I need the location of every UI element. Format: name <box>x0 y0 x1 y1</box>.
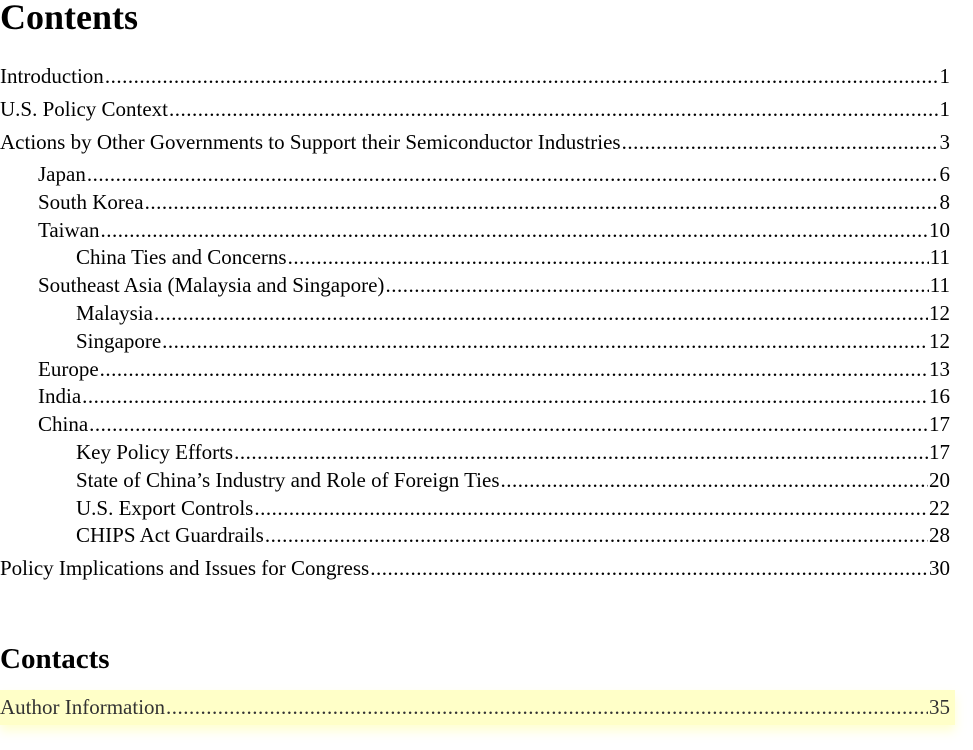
toc-entry[interactable] <box>0 244 950 272</box>
dot-leader <box>166 690 928 725</box>
toc-entry-title[interactable]: Japan <box>38 162 86 186</box>
toc-entry-page[interactable]: 1 <box>939 97 950 121</box>
toc-entry[interactable] <box>0 93 950 126</box>
toc-entry-title[interactable]: Author Information <box>0 695 166 719</box>
toc-entry-title[interactable]: Actions by Other Governments to Support their Semiconductor Industries <box>0 130 621 154</box>
toc-entry-page[interactable]: 12 <box>929 300 950 325</box>
dot-leader <box>169 93 938 126</box>
toc-entry-page[interactable]: 6 <box>939 162 950 186</box>
toc-entry-page[interactable]: 10 <box>929 217 950 242</box>
toc-entry-title[interactable]: U.S. Export Controls <box>76 495 254 520</box>
toc-entry[interactable] <box>0 411 950 439</box>
dot-leader <box>89 411 928 439</box>
contents-heading: Contents <box>0 0 139 37</box>
dot-leader <box>501 467 929 495</box>
toc-entry[interactable] <box>0 272 950 300</box>
toc-entry-title[interactable]: China <box>38 412 89 437</box>
toc-entry-title[interactable]: State of China’s Industry and Role of Foreign Ties <box>76 467 500 492</box>
toc-entry-page[interactable]: 8 <box>939 189 950 214</box>
toc-entry[interactable] <box>0 383 950 411</box>
toc-entry[interactable] <box>0 189 950 217</box>
toc-entry-page[interactable]: 11 <box>929 273 950 298</box>
dot-leader <box>254 495 928 523</box>
dot-leader <box>622 126 939 159</box>
dot-leader <box>162 328 928 356</box>
toc-entry-title[interactable]: Singapore <box>76 328 162 353</box>
dot-leader <box>87 161 939 189</box>
dot-leader <box>154 300 928 328</box>
toc-entry[interactable] <box>0 328 950 356</box>
toc-entry-page[interactable]: 13 <box>929 356 950 381</box>
toc-entry-title[interactable]: China Ties and Concerns <box>76 245 287 270</box>
dot-leader <box>288 244 929 272</box>
toc-entry-title[interactable]: South Korea <box>38 189 144 214</box>
toc-entry-title[interactable]: CHIPS Act Guardrails <box>76 523 264 548</box>
toc-entry-title[interactable]: Europe <box>38 356 99 381</box>
toc-entry-page[interactable]: 1 <box>939 64 950 88</box>
dot-leader <box>101 217 928 245</box>
toc-entry-page[interactable]: 35 <box>929 695 950 719</box>
toc-entry-page[interactable]: 17 <box>929 439 950 464</box>
contacts-highlighted-entry <box>0 690 955 725</box>
toc-entry-title[interactable]: Key Policy Efforts <box>76 439 234 464</box>
toc-entry[interactable] <box>0 126 950 159</box>
dot-leader <box>82 383 928 411</box>
toc-entry-page[interactable]: 16 <box>929 384 950 409</box>
toc-entry-page[interactable]: 28 <box>929 523 950 548</box>
dot-leader <box>105 60 939 93</box>
toc-entry-title[interactable]: U.S. Policy Context <box>0 97 169 121</box>
toc-entry-title[interactable]: India <box>38 384 82 409</box>
toc-entry[interactable] <box>0 495 950 523</box>
toc-entry-title[interactable]: Policy Implications and Issues for Congress <box>0 556 370 581</box>
toc-entry-title[interactable]: Taiwan <box>38 217 100 242</box>
toc-entry-title[interactable]: Introduction <box>0 64 104 88</box>
toc-entry[interactable] <box>0 439 950 467</box>
dot-leader <box>265 522 928 550</box>
contacts-heading: Contacts <box>0 643 110 675</box>
dot-leader <box>370 552 928 585</box>
dot-leader <box>234 439 928 467</box>
toc-entry-page[interactable]: 11 <box>929 245 950 270</box>
toc-entry-title[interactable]: Southeast Asia (Malaysia and Singapore) <box>38 273 385 298</box>
toc-entry-author-information[interactable] <box>0 690 950 725</box>
toc-entry[interactable] <box>0 161 950 189</box>
toc-entry-page[interactable]: 22 <box>929 495 950 520</box>
dot-leader <box>385 272 928 300</box>
toc-entry[interactable] <box>0 300 950 328</box>
toc-entry-page[interactable]: 30 <box>929 556 950 581</box>
dot-leader <box>145 189 939 217</box>
toc-entry[interactable] <box>0 552 950 585</box>
toc-entry[interactable] <box>0 217 950 245</box>
toc-entry[interactable] <box>0 467 950 495</box>
toc-entry-page[interactable]: 20 <box>929 467 950 492</box>
toc-entry-page[interactable]: 12 <box>929 328 950 353</box>
toc-entry-page[interactable]: 17 <box>929 412 950 437</box>
toc-entry[interactable] <box>0 60 950 93</box>
dot-leader <box>100 356 928 384</box>
table-of-contents <box>0 60 950 585</box>
toc-entry-title[interactable]: Malaysia <box>76 300 153 325</box>
toc-entry-page[interactable]: 3 <box>939 130 950 154</box>
toc-entry[interactable] <box>0 522 950 550</box>
toc-entry[interactable] <box>0 356 950 384</box>
